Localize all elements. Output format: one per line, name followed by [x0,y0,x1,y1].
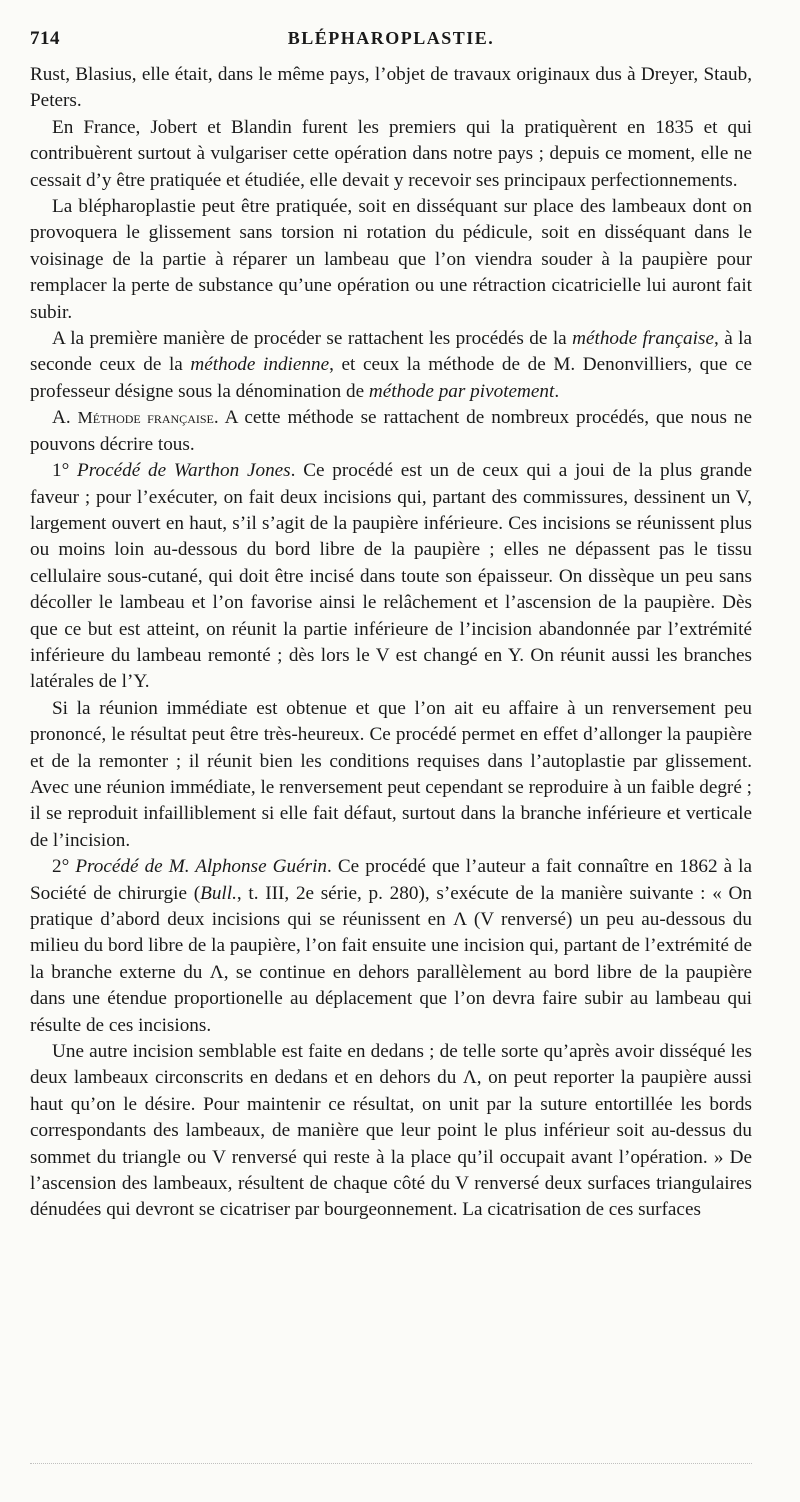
paragraph-5 [30,405,752,458]
text-run: A la première manière de procéder se rattachent les procédés de la [52,328,573,350]
paragraph-6 [30,458,752,696]
procedure-title: Procédé de Warthon Jones [77,460,291,482]
text-run: , à la seconde ceux de la [30,328,752,376]
paragraph-1: Rust, Blasius, elle était, dans le même pays, l’objet de travaux originaux dus à Dreyer, Staub, Peters. [30,64,752,112]
section-heading: Méthode française [77,408,214,428]
running-title: BLÉPHAROPLASTIE. [287,28,495,48]
paragraph-7: Si la réunion immédiate est obtenue et que l’on ait eu affaire à un renversement peu prononcé, le résultat peut être très-heureux. Ce procédé permet en effet d’allonger la paupière et de la remonter ; il réunit bien les conditions requises dans l’autoplastie par glissement. Avec une réunion immédiate, le renversement peut cependant se reproduire à un faible degré ; il se reproduit infailliblement si elle fait défaut, surtout dans la branche inférieure et verticale de l’incision. [30,697,752,851]
text-run: , t. III, 2e série, p. 280), s’exécute de la manière suivante : « On pratique d’abord deux incisions qui se réunissent en Λ (V renversé) un peu au-dessous du milieu du bord libre de la paupière, l’on fait ensuite une incision qui, partant de l’extrémité de la branche externe du Λ, se continue en dehors parallèlement au bord libre de la paupière dans une étendue proportionelle au déplacement que l’on devra faire subir au lambeau qui résulte de ces incisions. [30,882,752,1036]
italic-term: méthode française [572,328,714,350]
text-run: . Ce procédé est un de ceux qui a joui de la plus grande faveur ; pour l’exécuter, on fait deux incisions qui, partant des commissures, dessinent un V, largement ouvert en haut, s’il s’agit de la paupière inférieure. Ces incisions se réunissent plus ou moins loin au-dessous du bord libre de la paupière ; elles ne dépassent pas le tissu cellulaire sous-cutané, qui doit être incisé dans toute son épaisseur. On dissèque un peu sans décoller le lambeau et l’on favorise ainsi le relâchement et l’ascension de la paupière. Dès que ce but est atteint, on réunit la partie inférieure de l’incision abandonnée par l’extrémité inférieure du lambeau remonté ; dès lors le V est changé en Y. On réunit aussi les branches latérales de l’Y. [30,460,752,693]
paragraph-2: En France, Jobert et Blandin furent les premiers qui la pratiquèrent en 1835 et qui contribuèrent surtout à vulgariser cette opération dans notre pays ; depuis ce moment, elle ne cessait d’y être pratiquée et étudiée, elle devait y recevoir ses principaux perfectionnements. [30,116,752,191]
footer-rule [30,1463,752,1465]
text-run: . [554,380,560,402]
paragraph-4 [30,326,752,405]
citation-title: Bull. [200,882,237,904]
procedure-title: Procédé de M. Alphonse Guérin [75,856,328,878]
item-number: 2° [52,856,76,878]
paragraph-9: Une autre incision semblable est faite en dedans ; de telle sorte qu’après avoir disséqué les deux lambeaux circonscrits en dedans et en dehors du Λ, on peut reporter la paupière aussi haut qu’on le désire. Pour maintenir ce résultat, on unit par la suture entortillée les bords correspondants des lambeaux, de manière que leur point le plus inférieur soit au-dessus du sommet du triangle ou V renversé qui reste à la place qu’il occupait avant l’opération. » De l’ascension des lambeaux, résultent de chaque côté du V renversé deux surfaces triangulaires dénudées qui devront se cicatriser par bourgeonnement. La cicatrisation de ces surfaces [30,1041,752,1221]
item-number: 1° [52,460,78,482]
paragraph-8 [30,854,752,1039]
body-text [30,62,752,1224]
page-header [30,28,752,60]
italic-term: méthode indienne [190,354,330,376]
paragraph-3: La blépharoplastie peut être pratiquée, soit en disséquant sur place des lambeaux dont on provoquera le glissement sans torsion ni rotation du pédicule, soit en disséquant dans le voisinage de la partie à réparer un lambeau que l’on viendra souder à la paupière pour remplacer la perte de substance qu’une opération ou une rétraction cicatricielle lui auront fait subir. [30,196,752,323]
italic-term: méthode par pivotement [368,380,555,402]
text-run: . A cette méthode se rattachent de nombreux procédés, que nous ne pouvons décrire tous. [30,407,752,455]
section-letter: A. [52,407,78,429]
text-run: , et ceux la méthode de de M. Denonvilliers, que ce professeur désigne sous la dénomination de [30,354,752,402]
page-number: 714 [30,28,60,49]
text-run: . Ce procédé que l’auteur a fait connaître en 1862 à la Société de chirurgie ( [30,856,752,904]
